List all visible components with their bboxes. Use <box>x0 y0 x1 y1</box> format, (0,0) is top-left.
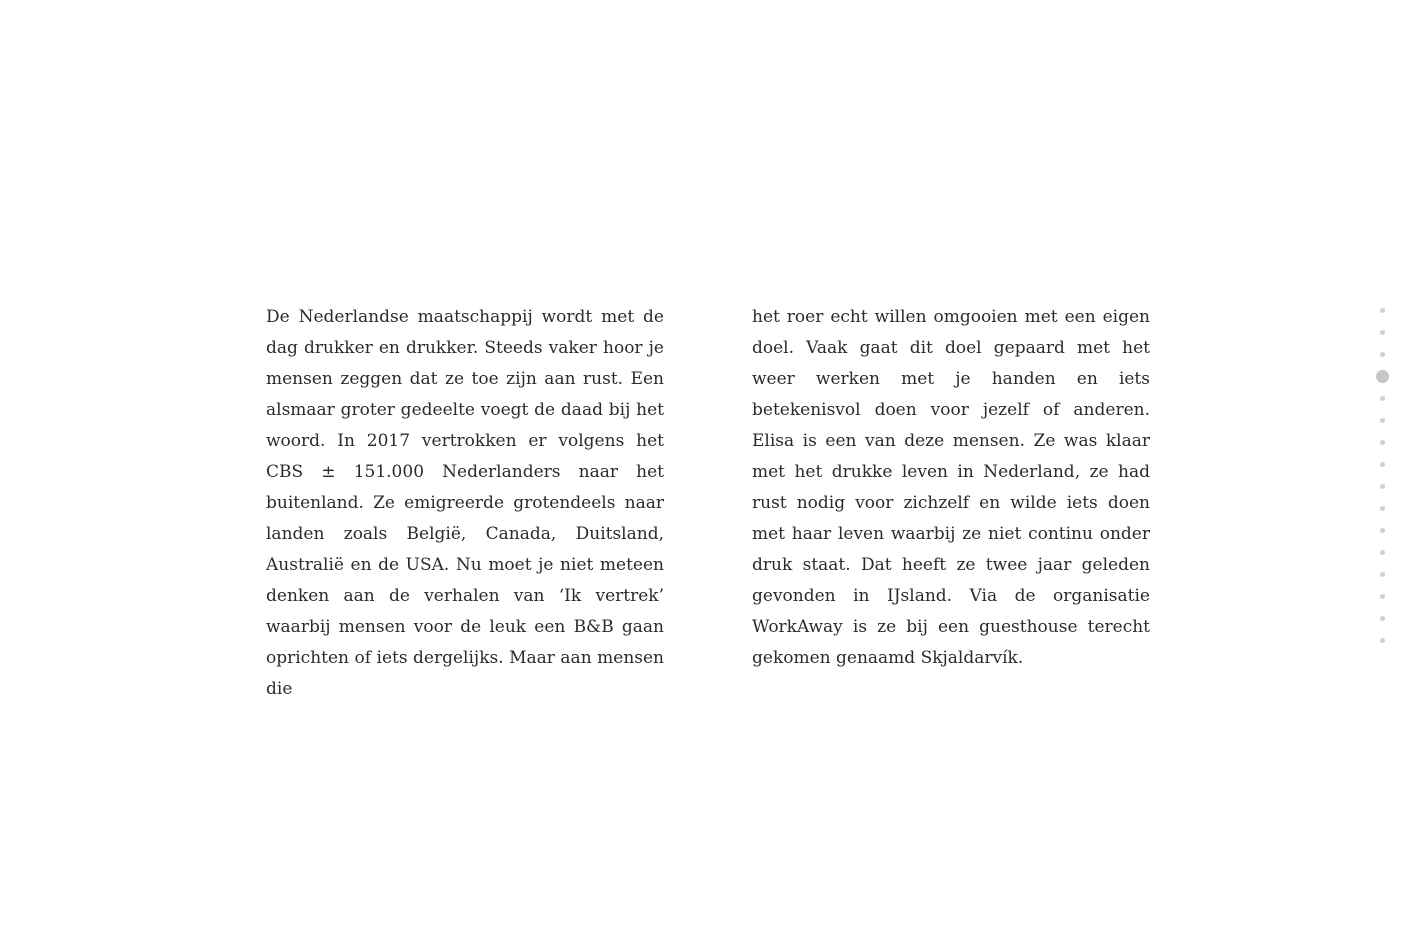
dot-icon <box>1380 572 1385 577</box>
section-dot-navigation <box>1372 299 1392 651</box>
dot-icon <box>1380 440 1385 445</box>
dot-icon <box>1380 528 1385 533</box>
dot-icon <box>1380 506 1385 511</box>
section-dot-2[interactable] <box>1372 321 1392 343</box>
section-dot-15[interactable] <box>1372 607 1392 629</box>
article-text-column-left: De Nederlandse maatschappij wordt met de dag drukker en drukker. Steeds vaker hoor je mensen zeggen dat ze toe zijn aan rust. Een alsmaar groter gedeelte voegt de daad bij het woord. In 2017 vertrokken er volgens het CBS ± 151.000 Nederlanders naar het buitenland. Ze emigreerde grotendeels naar landen zoals België, Canada, Duitsland, Australië en de USA. Nu moet je niet meteen denken aan de verhalen van ‘Ik vertrek’ waarbij mensen voor de leuk een B&B gaan oprichten of iets dergelijks. Maar aan mensen die <box>266 307 664 699</box>
section-dot-8[interactable] <box>1372 453 1392 475</box>
section-dot-9[interactable] <box>1372 475 1392 497</box>
dot-icon <box>1380 462 1385 467</box>
dot-icon <box>1380 638 1385 643</box>
section-dot-5[interactable] <box>1372 387 1392 409</box>
section-dot-6[interactable] <box>1372 409 1392 431</box>
dot-icon <box>1380 418 1385 423</box>
section-dot-14[interactable] <box>1372 585 1392 607</box>
dot-icon <box>1380 330 1385 335</box>
section-dot-3[interactable] <box>1372 343 1392 365</box>
dot-icon <box>1380 550 1385 555</box>
section-dot-12[interactable] <box>1372 541 1392 563</box>
section-dot-1[interactable] <box>1372 299 1392 321</box>
section-dot-11[interactable] <box>1372 519 1392 541</box>
dot-icon <box>1380 484 1385 489</box>
section-dot-7[interactable] <box>1372 431 1392 453</box>
dot-icon <box>1380 616 1385 621</box>
dot-icon <box>1380 352 1385 357</box>
dot-icon <box>1380 594 1385 599</box>
active-dot-icon <box>1376 370 1389 383</box>
article-text-column-right: het roer echt willen omgooien met een eigen doel. Vaak gaat dit doel gepaard met het weer werken met je handen en iets betekenisvol doen voor jezelf of anderen. Elisa is een van deze mensen. Ze was klaar met het drukke leven in Nederland, ze had rust nodig voor zichzelf en wilde iets doen met haar leven waarbij ze niet continu onder druk staat. Dat heeft ze twee jaar geleden gevonden in IJsland. Via de organisatie WorkAway is ze bij een guesthouse terecht gekomen genaamd Skjaldarvík. <box>752 307 1150 668</box>
section-dot-16[interactable] <box>1372 629 1392 651</box>
section-dot-10[interactable] <box>1372 497 1392 519</box>
section-dot-4[interactable] <box>1372 365 1392 387</box>
dot-icon <box>1380 396 1385 401</box>
section-dot-13[interactable] <box>1372 563 1392 585</box>
dot-icon <box>1380 308 1385 313</box>
